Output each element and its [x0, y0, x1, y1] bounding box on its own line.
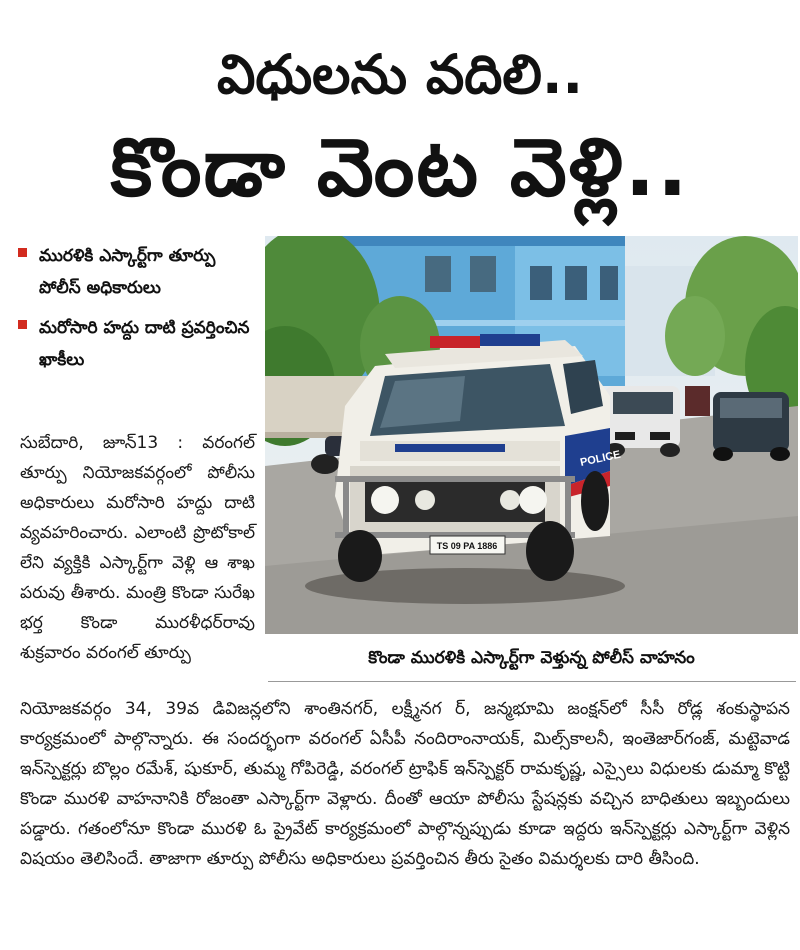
bullet-square-icon	[18, 248, 27, 257]
news-photo	[265, 236, 798, 634]
headline-line-1: విధులను వదిలి..	[216, 43, 583, 106]
bullet-item	[18, 312, 258, 376]
license-plate: TS 09 PA 1886	[436, 541, 498, 551]
bullet-square-icon	[18, 320, 27, 329]
caption-divider	[268, 681, 796, 682]
background-suv-dark	[713, 392, 790, 461]
article-body-text: నియోజకవర్గం 34, 39వ డివిజన్లలోని శాంతినగర్, లక్ష్మీనగ ర్, జన్మభూమి జంక్షన్‌లో సీసీ రోడ్ల శంకుస్థాపన కార్యక్రమంలో పాల్గొన్నారు. ఈ సందర్భంగా వరంగల్ ఏసీపీ నందిరాంనాయక్, మిల్స్‌కాలనీ, ఇంతెజార్‌గంజ్, మట్టెవాడ ఇన్‌స్పెక్టర్లు బొల్లం రమేశ్, షుకూర్, తుమ్మ గోపిరెడ్డి, వరంగల్ ట్రాఫిక్ ఇన్‌స్పెక్టర్ రామకృష్ణ, ఎస్సైలు విధులకు డుమ్మా కొట్టి కొండా మురళి వాహనానికి రోజంతా ఎస్కార్ట్‌గా వెళ్లారు. దీంతో ఆయా పోలీసు స్టేషన్లకు వచ్చిన బాధితులు ఇబ్బందులు పడ్డారు. గతంలోనూ కొండా మురళి ఓ ప్రైవేట్ కార్యక్రమంలో పాల్గొన్నప్పుడు కూడా ఇద్దరు ఇన్‌స్పెక్టర్లు ఎస్కార్ట్‌గా వెళ్లిన విషయం తెలిసిందే. తాజాగా తూర్పు పోలీసు అధికారులు ప్రవర్తించిన తీరు సైతం విమర్శలకు దారి తీసింది.	[20, 699, 790, 869]
bullet-text: మరోసారి హద్దు దాటి ప్రవర్తించిన ఖాకీలు	[39, 318, 250, 370]
bullet-text: మురళికి ఎస్కార్ట్‌గా తూర్పు పోలీస్ అధికారులు	[39, 246, 216, 298]
bullet-item	[18, 240, 258, 304]
subheadline-bullets	[18, 240, 258, 384]
police-door-label: POLICE	[579, 448, 622, 469]
photo-caption: కొండా మురళికి ఎస్కార్ట్‌గా వెళ్తున్న పోలీస్ వాహనం	[368, 648, 695, 668]
headline-line-2: కొండా వెంట వెళ్లి..	[110, 121, 690, 214]
background-suv-white	[605, 386, 680, 457]
article-column-text: సుబేదారి, జూన్‌13 : వరంగల్ తూర్పు నియోజకవర్గంలో పోలీసు అధికారులు మరోసారి హద్దు దాటి వ్యవహరించారు. ఎలాంటి ప్రొటోకాల్ లేని వ్యక్తికి ఎస్కార్ట్‌గా వెళ్లి ఆ శాఖ పరువు తీశారు. మంత్రి కొండా సురేఖ భర్త కొండా మురళీధర్‌రావు శుక్రవారం వరంగల్ తూర్పు	[20, 433, 255, 663]
